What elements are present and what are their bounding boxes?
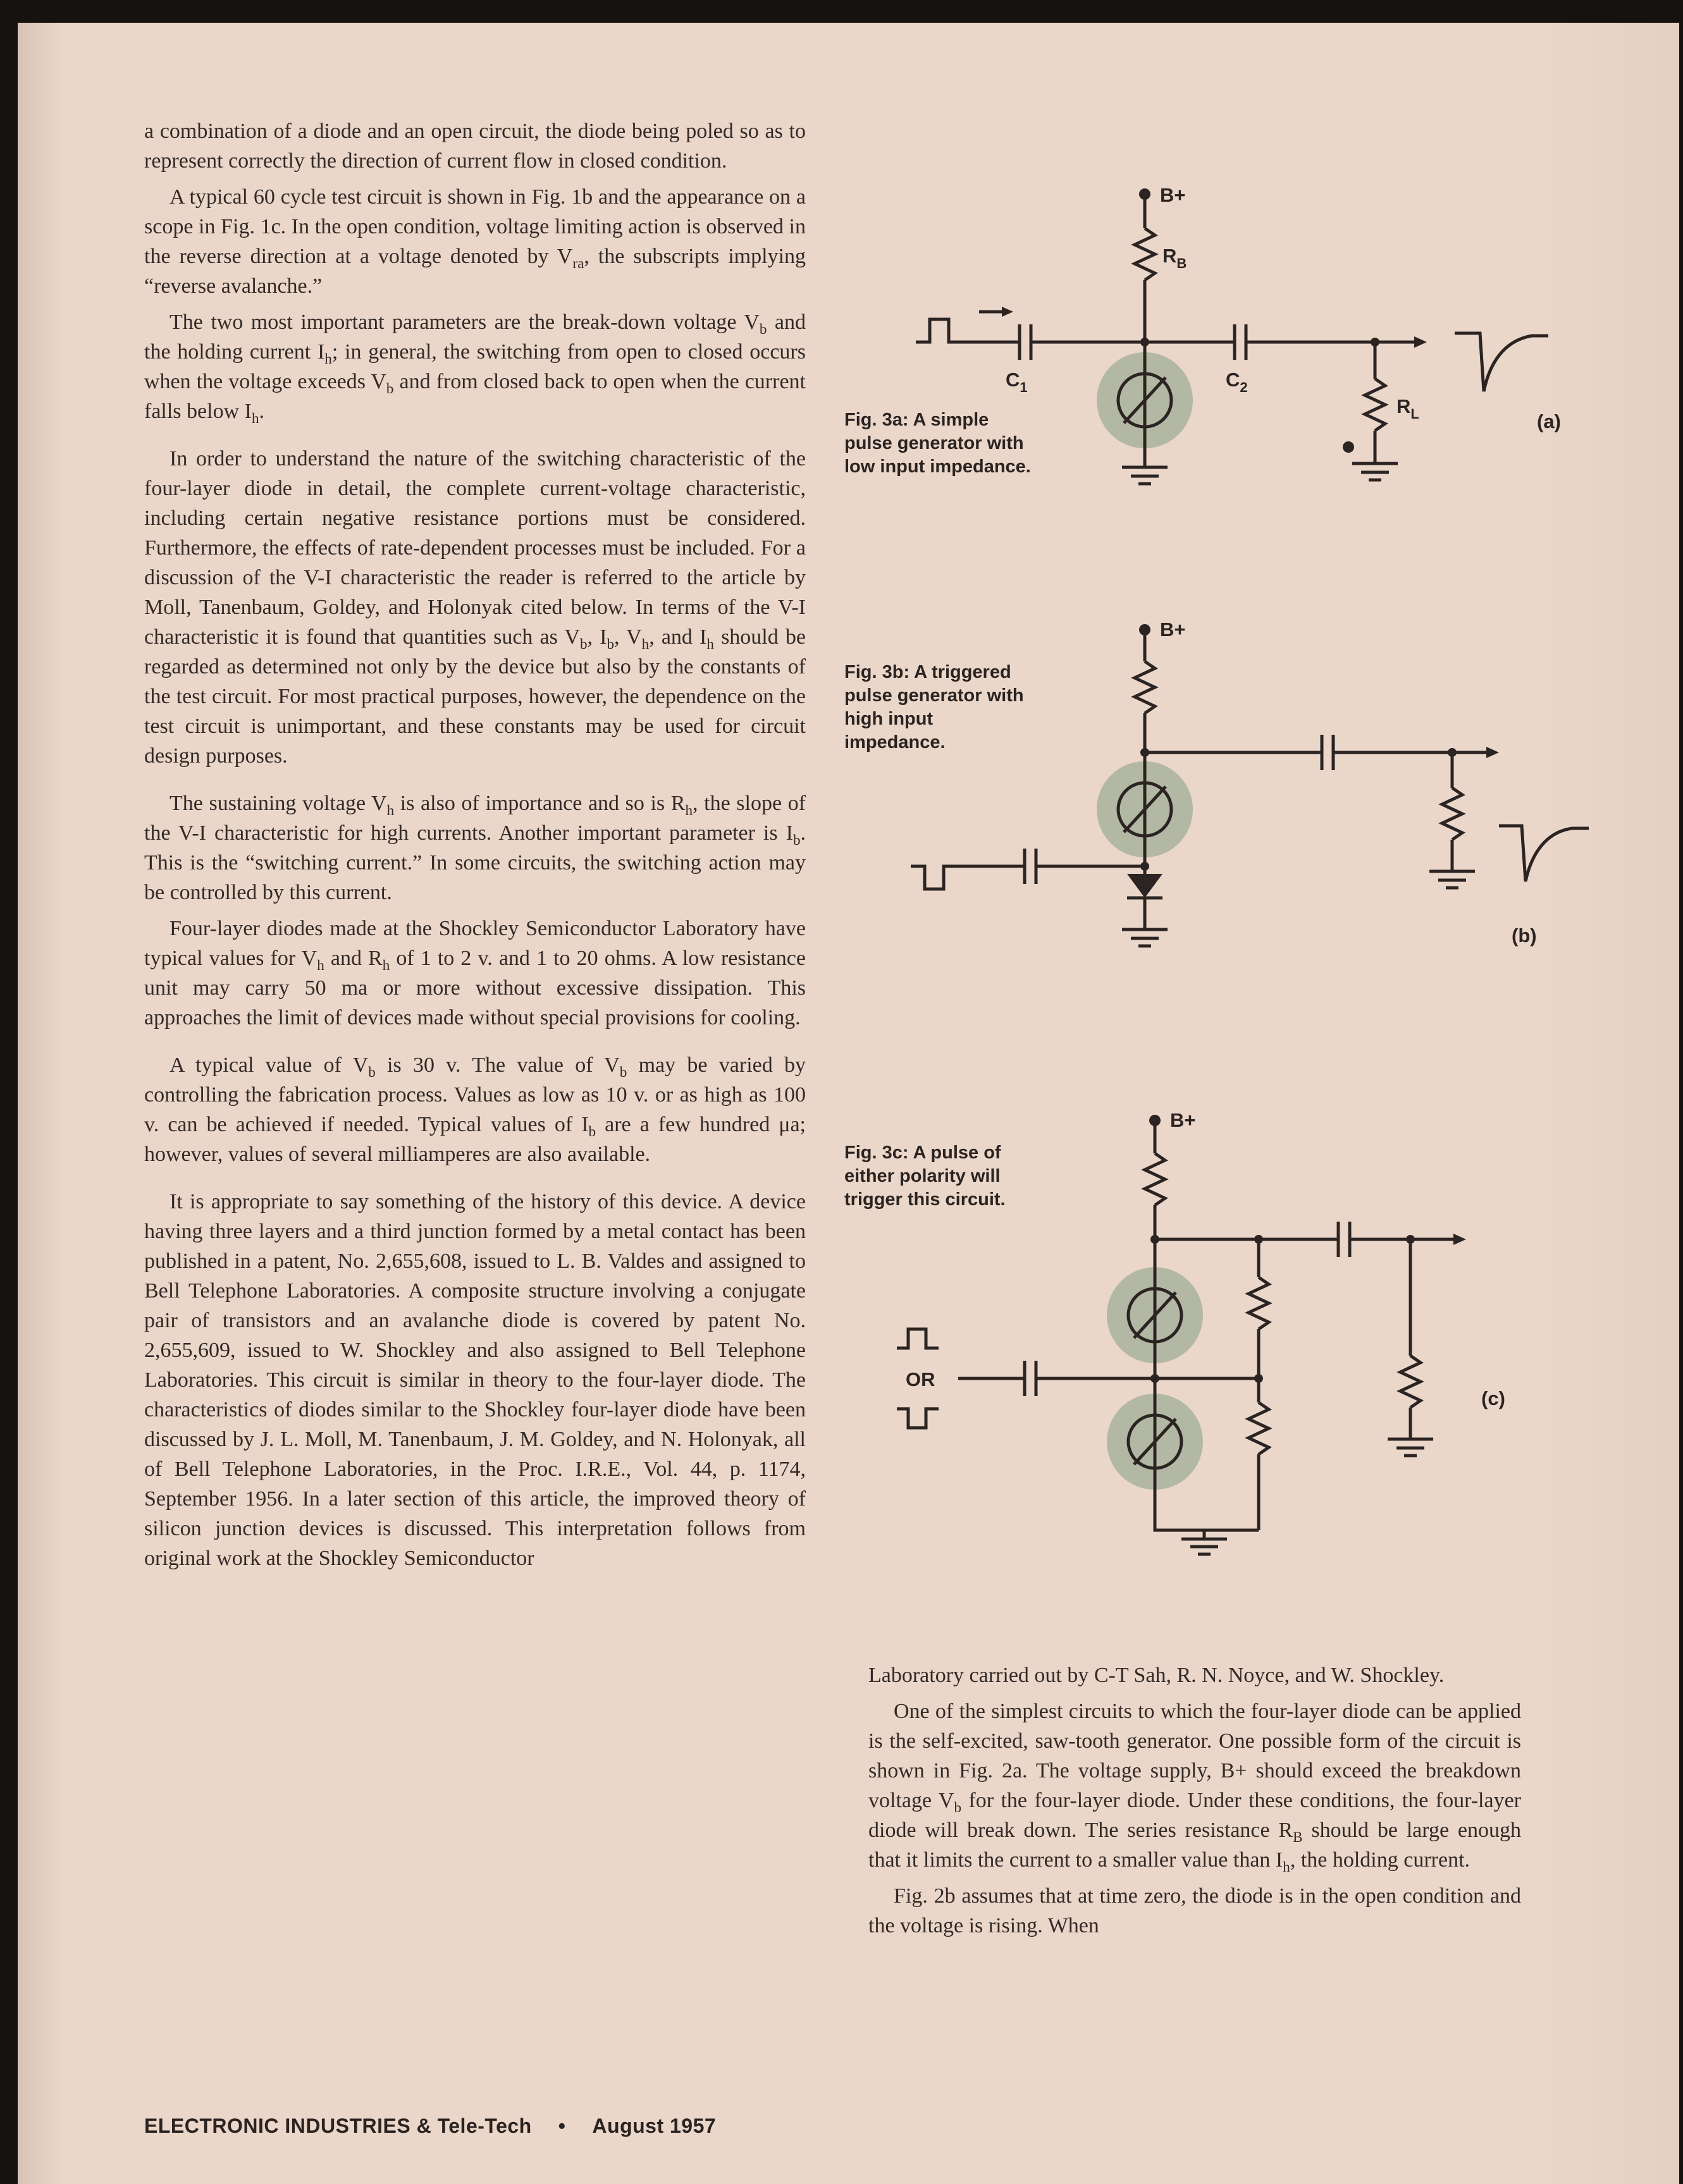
left-text-column	[144, 116, 806, 1580]
arrowhead-icon	[1002, 307, 1013, 317]
figure-3b	[816, 601, 1667, 1012]
figure-3c	[816, 1088, 1667, 1619]
resistor	[1248, 1402, 1269, 1454]
arrowhead-icon	[1486, 747, 1499, 758]
paragraph: It is appropriate to say something of the history of this device. A device having three layers and a third junction formed by a metal contact has been published in a patent, No. 2,655,608, issued to L. B. Valdes and assigned to Bell Telephone Laboratories. A composite structure involving a conjugate pair of transistors and an avalanche diode is covered by patent No. 2,655,609, issued to W. Shockley and also assigned to Bell Telephone Laboratories. This circuit is similar in theory to the four-layer diode. The characteristics of diodes similar to the Shockley four-layer diode have been discussed by J. L. Moll, M. Tanenbaum, J. M. Goldey, and N. Holonyak, all of Bell Telephone Laboratories, in the Proc. I.R.E., Vol. 44, p. 1174, September 1956. In a later section of this article, the improved theory of silicon junction devices is discussed. This interpretation follows from original work at the Shockley Semiconductor	[144, 1190, 806, 1570]
ground-symbol	[1388, 1408, 1433, 1456]
figure-3b-caption: Fig. 3b: A triggered pulse generator with high input impedance.	[844, 662, 1024, 752]
capacitor-c1	[1020, 324, 1031, 360]
magazine-title: ELECTRONIC INDUSTRIES & Tele-Tech	[144, 2114, 532, 2137]
paragraph: Fig. 2b assumes that at time zero, the diode is in the open condition and the voltage is rising. When	[868, 1884, 1521, 1937]
footer-separator: •	[558, 2114, 566, 2137]
resistor-rl	[1365, 379, 1385, 431]
supply-label: B+	[1160, 618, 1186, 641]
rl-label: $R_L$	[1396, 395, 1419, 422]
output-waveform	[1499, 826, 1589, 881]
supply-branch	[1145, 1115, 1165, 1289]
figure-3c-caption: Fig. 3c: A pulse of either polarity will trigger this circuit.	[844, 1143, 1006, 1210]
resistor	[1248, 1277, 1269, 1329]
c2-label: $C_2$	[1226, 369, 1248, 395]
figure-3a	[816, 152, 1667, 532]
output-branch	[1140, 735, 1499, 888]
arrowhead-icon	[1414, 336, 1427, 348]
subfigure-tag: (b)	[1512, 924, 1537, 947]
figure-3a-caption: Fig. 3a: A simple pulse generator with low input impedance.	[844, 410, 1031, 477]
page-footer	[144, 2114, 716, 2138]
supply-branch	[1135, 624, 1155, 783]
supply-label: B+	[1160, 184, 1186, 206]
resistor	[1135, 661, 1155, 713]
paragraph: A typical value of $V_b$ is 30 v. The value of $V_b$ may be varied by controlling the fabrication process. Values as low as 10 v. or as high as 100 v. can be achieved if needed. Typical values of $I_b$ are a few hundred μa; however, values of several milliamperes are also available.	[144, 1053, 806, 1166]
ground-symbol	[1181, 1530, 1227, 1554]
paragraph: Four-layer diodes made at the Shockley Semiconductor Laboratory have typical values for $V_h$ and $R_h$ of 1 to 2 v. and 1 to 20 ohms. A low resistance unit may carry 50 ma or more without excessive dissipation. This approaches the limit of devices made without special provisions for cooling.	[144, 917, 806, 1029]
ground-symbol	[1429, 840, 1475, 888]
paragraph: A typical 60 cycle test circuit is shown in Fig. 1b and the appearance on a scope in Fig. 1c. In the open condition, voltage limiting action is observed in the reverse direction at a voltage denoted by $V_{ra}$, the subscripts implying “reverse avalanche.”	[144, 185, 806, 298]
output-waveform	[1455, 333, 1548, 391]
trigger-input-branch	[897, 1329, 1155, 1428]
magazine-page	[18, 23, 1679, 2184]
capacitor-c2	[1235, 324, 1246, 360]
paragraph: In order to understand the nature of the switching characteristic of the four-layer diode in detail, the complete current-voltage characteristic, including certain negative resistance portions must be considered. Furthermore, the effects of rate-dependent processes must be included. For a discussion of the V-I characteristic the reader is referred to the article by Moll, Tanenbaum, Goldey, and Holonyak cited below. In terms of the V-I characteristic it is found that quantities such as $V_b$, $I_b$, $V_h$, and $I_h$ should be regarded as determined not only by the device but also by the constants of the test circuit. For most practical purposes, however, the dependence on the test circuit is unimportant, and these constants may be used for circuit design purposes.	[144, 447, 806, 768]
right-text-column	[868, 1660, 1521, 1947]
paragraph: The sustaining voltage $V_h$ is also of importance and so is $R_h$, the slope of the V-I characteristic for high currents. Another important parameter is $I_b$. This is the “switching current.” In some circuits, the switching action may be controlled by this current.	[144, 792, 806, 904]
resistor-rb	[1135, 228, 1155, 280]
or-label: OR	[906, 1368, 935, 1390]
capacitor	[1025, 849, 1036, 884]
subfigure-tag: (c)	[1481, 1387, 1505, 1409]
trigger-input-branch	[911, 849, 1149, 889]
positive-pulse-icon	[897, 1329, 939, 1348]
ground-symbol	[1122, 898, 1168, 946]
ground-symbol	[1352, 431, 1398, 480]
capacitor	[1025, 1361, 1036, 1396]
resistor	[1400, 1356, 1421, 1408]
output-branch	[1155, 1222, 1466, 1456]
capacitor	[1338, 1222, 1350, 1257]
capacitor	[1322, 735, 1333, 770]
junction-dot	[1343, 441, 1354, 453]
input-branch	[916, 307, 1145, 360]
paragraph: The two most important parameters are the break-down voltage $V_b$ and the holding current $I_h$; in general, the switching from open to closed occurs when the voltage exceeds $V_b$ and from closed back to open when the current falls below $I_h$.	[144, 310, 806, 427]
arrowhead-icon	[1453, 1234, 1466, 1245]
paragraph: a combination of a diode and an open circuit, the diode being poled so as to represent correctly the direction of current flow in closed condition.	[144, 120, 806, 173]
issue-date: August 1957	[592, 2114, 717, 2137]
paragraph: One of the simplest circuits to which the four-layer diode can be applied is the self-excited, saw-tooth generator. One possible form of the circuit is shown in Fig. 2a. The voltage supply, B+ should exceed the breakdown voltage $V_b$ for the four-layer diode. Under these conditions, the four-layer diode will break down. The series resistance $R_B$ should be large enough that it limits the current to a smaller value than $I_h$, the holding current.	[868, 1700, 1521, 1875]
negative-pulse-icon	[897, 1409, 939, 1428]
pulse-input-icon	[911, 866, 960, 889]
supply-label: B+	[1170, 1109, 1196, 1131]
rb-label: $R_B$	[1162, 245, 1187, 271]
paragraph: Laboratory carried out by C-T Sah, R. N. Noyce, and W. Shockley.	[868, 1664, 1445, 1687]
resistor	[1145, 1153, 1165, 1205]
c1-label: $C_1$	[1006, 369, 1028, 395]
subfigure-tag: (a)	[1537, 410, 1561, 433]
pulse-input-icon	[916, 319, 966, 342]
resistor	[1442, 788, 1462, 840]
